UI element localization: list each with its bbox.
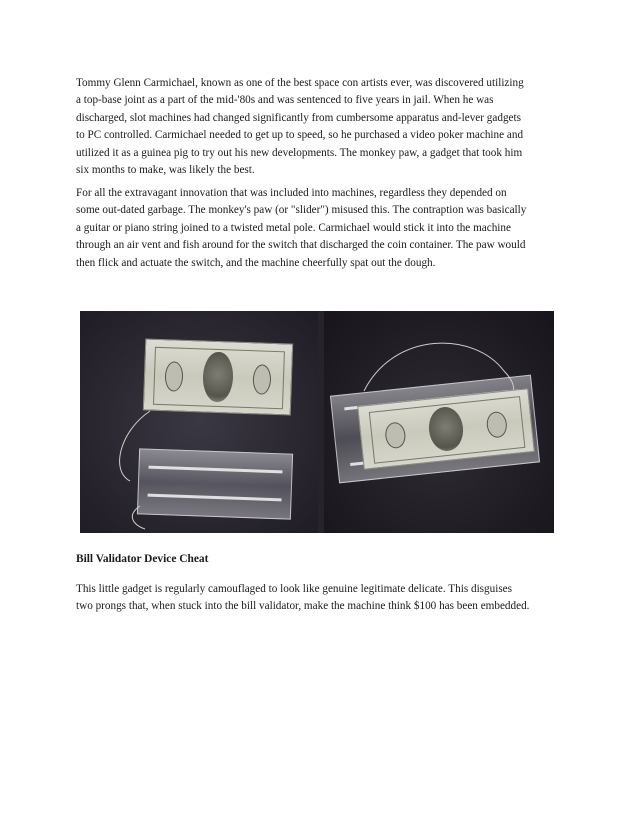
paragraph-bill-validator <box>76 581 564 616</box>
text-line: then flick and actuate the switch, and the machine cheerfully spat out the dough. <box>76 256 436 269</box>
photo-panel-right <box>324 311 554 533</box>
text-line: two prongs that, when stuck into the bill validator, make the machine think $100 has been embedded. <box>76 600 530 613</box>
text-line: to PC controlled. Carmichael needed to get up to speed, so he purchased a video poker machine and <box>76 129 524 142</box>
text-line: This little gadget is regularly camouflaged to look like genuine legitimate delicate. This disguises <box>76 583 512 595</box>
paragraph-carmichael-intro <box>76 75 564 179</box>
text-line: a guitar or piano string joined to a twisted metal pole. Carmichael would stick it into the machine <box>76 221 511 234</box>
text-line: For all the extravagant innovation that was included into machines, regardless they depended on <box>76 187 507 199</box>
text-line: through an air vent and fish around for the switch that discharged the coin container. The paw would <box>76 239 526 252</box>
bill-validator-device-photo <box>80 311 554 533</box>
text-line: some out-dated garbage. The monkey's paw (or "slider") misused this. The contraption was basically <box>76 204 527 217</box>
text-line: utilized it as a guinea pig to try out his new developments. The monkey paw, a gadget that took him <box>76 146 523 159</box>
section-heading: Bill Validator Device Cheat <box>76 553 209 565</box>
dollar-bill-left <box>143 338 293 415</box>
text-line: discharged, slot machines had changed significantly from cumbersome apparatus and-lever gadgets <box>76 111 521 124</box>
photo-panel-left <box>80 311 318 533</box>
paragraph-monkey-paw <box>76 185 564 272</box>
clear-casing-left <box>137 448 293 519</box>
text-line: six months to make, was likely the best. <box>76 164 255 177</box>
text-line: a top-base joint as a part of the mid-'80s and was sentenced to five years in jail. When he was <box>76 94 494 107</box>
text-line: Tommy Glenn Carmichael, known as one of the best space con artists ever, was discovered utilizing <box>76 77 524 89</box>
